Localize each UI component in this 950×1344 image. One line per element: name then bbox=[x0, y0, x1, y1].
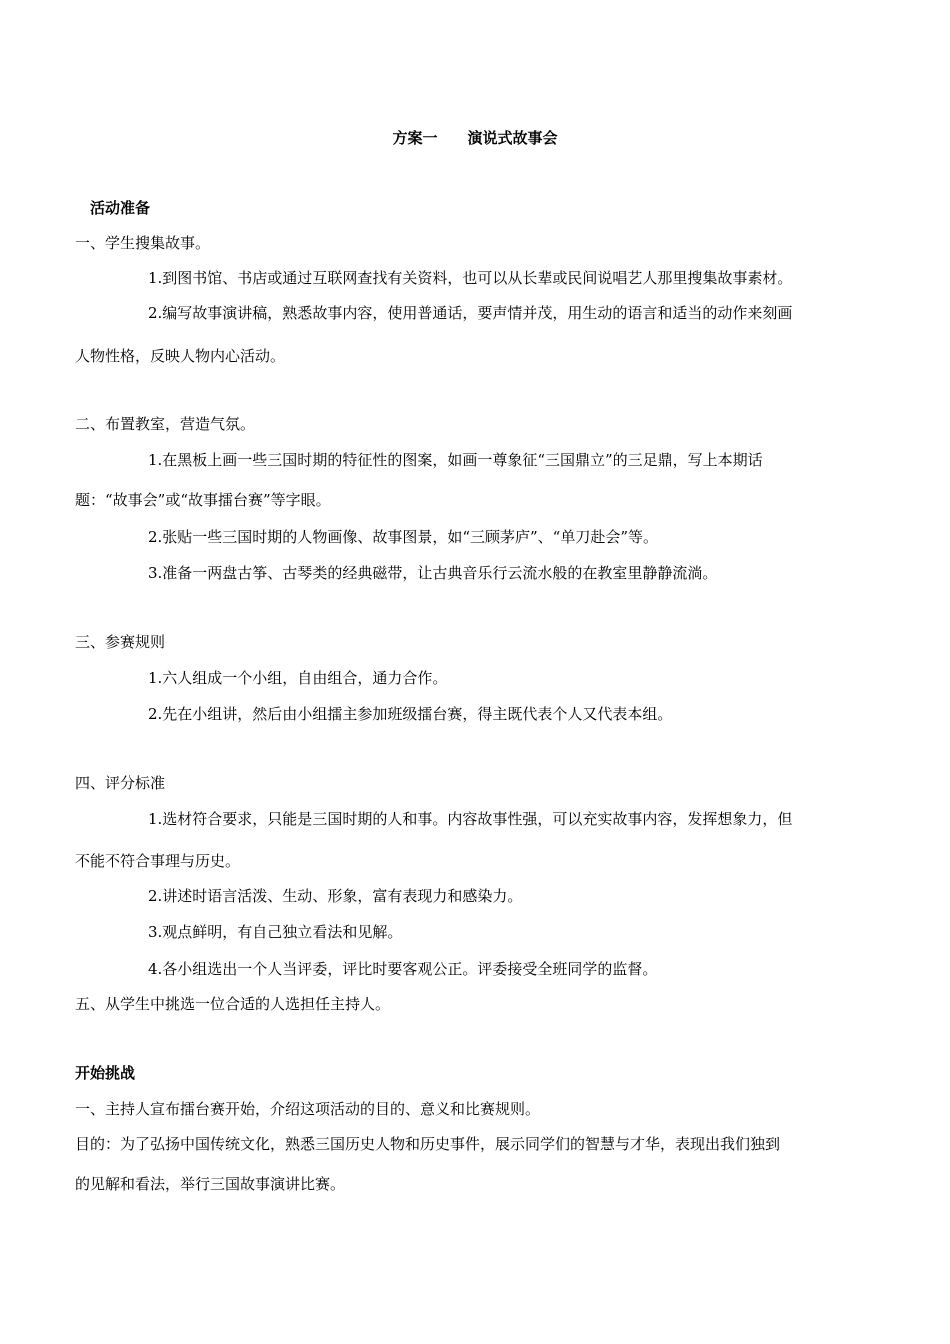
prep-s1-item1: 1.到图书馆、书店或通过互联网查找有关资料，也可以从长辈或民间说唱艺人那里搜集故事素材。 bbox=[148, 269, 793, 287]
page-title bbox=[0, 128, 950, 148]
prep-s5-head: 五、从学生中挑选一位合适的人选担任主持人。 bbox=[75, 995, 391, 1013]
prep-s4-item1-line1: 1.选材符合要求，只能是三国时期的人和事。内容故事性强，可以充实故事内容，发挥想象力，但 bbox=[148, 810, 793, 828]
prep-s3-head: 三、参赛规则 bbox=[75, 633, 166, 651]
section-heading-start: 开始挑战 bbox=[75, 1064, 136, 1082]
prep-s4-head: 四、评分标准 bbox=[75, 774, 166, 792]
prep-s2-item1-line1: 1.在黑板上画一些三国时期的特征性的图案，如画一尊象征“三国鼎立”的三足鼎，写上本期话 bbox=[148, 451, 763, 469]
title-part-2: 演说式故事会 bbox=[467, 129, 558, 147]
prep-s4-item1-line2: 不能不符合事理与历史。 bbox=[75, 852, 241, 870]
section-heading-prep: 活动准备 bbox=[90, 199, 151, 217]
prep-s3-item2: 2.先在小组讲，然后由小组擂主参加班级擂台赛，得主既代表个人又代表本组。 bbox=[148, 705, 673, 723]
start-purpose-line2: 的见解和看法，举行三国故事演讲比赛。 bbox=[75, 1175, 346, 1193]
prep-s4-item4: 4.各小组选出一个人当评委，评比时要客观公正。评委接受全班同学的监督。 bbox=[148, 960, 658, 978]
prep-s3-item1: 1.六人组成一个小组，自由组合，通力合作。 bbox=[148, 669, 448, 687]
start-purpose-line1: 目的：为了弘扬中国传统文化，熟悉三国历史人物和历史事件，展示同学们的智慧与才华，表现出我们独到 bbox=[75, 1135, 781, 1153]
prep-s2-item2: 2.张贴一些三国时期的人物画像、故事图景，如“三顾茅庐”、“单刀赴会”等。 bbox=[148, 528, 658, 546]
prep-s4-item3: 3.观点鲜明，有自己独立看法和见解。 bbox=[148, 923, 403, 941]
prep-s2-head: 二、布置教室，营造气氛。 bbox=[75, 415, 256, 433]
prep-s4-item2: 2.讲述时语言活泼、生动、形象，富有表现力和感染力。 bbox=[148, 887, 523, 905]
prep-s2-item1-line2: 题：“故事会”或“故事擂台赛”等字眼。 bbox=[75, 491, 331, 509]
prep-s2-item3: 3.准备一两盘古筝、古琴类的经典磁带，让古典音乐行云流水般的在教室里静静流淌。 bbox=[148, 564, 718, 582]
start-s1-head: 一、主持人宣布擂台赛开始，介绍这项活动的目的、意义和比赛规则。 bbox=[75, 1100, 541, 1118]
title-part-1: 方案一 bbox=[392, 129, 438, 147]
prep-s1-item2-line2: 人物性格，反映人物内心活动。 bbox=[75, 347, 286, 365]
prep-s1-head: 一、学生搜集故事。 bbox=[75, 234, 211, 252]
prep-s1-item2-line1: 2.编写故事演讲稿，熟悉故事内容，使用普通话，要声情并茂，用生动的语言和适当的动作来刻画 bbox=[148, 304, 793, 322]
